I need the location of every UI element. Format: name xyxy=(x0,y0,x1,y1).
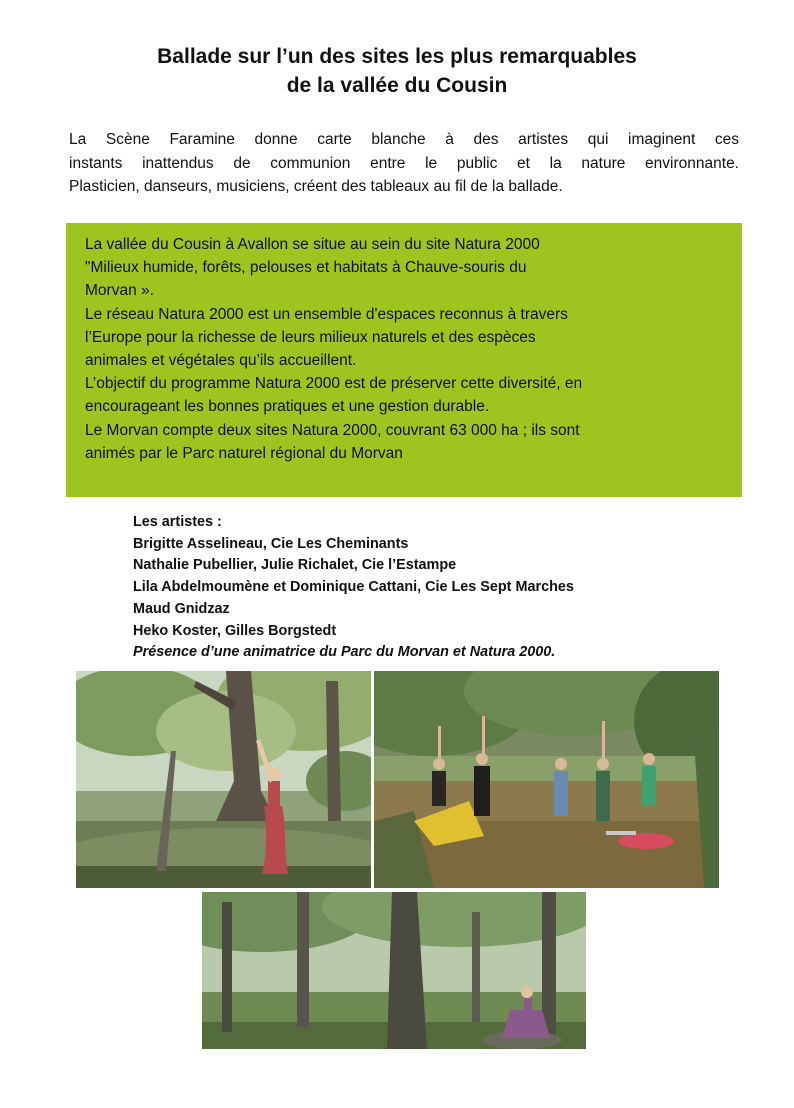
artists-list xyxy=(133,512,733,664)
photo-dancer-forest-image xyxy=(76,671,371,888)
artist-entry: Nathalie Pubellier, Julie Richalet, Cie l’Estampe xyxy=(133,557,457,574)
natura-line: L’objectif du programme Natura 2000 est de préserver cette diversité, en xyxy=(85,375,583,393)
natura-line: l’Europe pour la richesse de leurs milieux naturels et des espèces xyxy=(85,328,536,346)
artist-entry: Lila Abdelmoumène et Dominique Cattani, Cie Les Sept Marches xyxy=(133,579,574,596)
photo-dancer-forest xyxy=(76,671,371,888)
natura-line: encourageant les bonnes pratiques et une gestion durable. xyxy=(85,398,490,416)
intro-line-2: instants inattendus de communion entre le public et la nature environnante. xyxy=(69,154,739,172)
natura-line: "Milieux humide, forêts, pelouses et habitats à Chauve-souris du xyxy=(85,259,527,277)
photo-performers-river xyxy=(374,671,719,888)
photo-performers-river-image xyxy=(374,671,719,888)
artists-heading: Les artistes : xyxy=(133,514,222,530)
page-title xyxy=(40,42,754,100)
intro-line-3: Plasticien, danseurs, musiciens, créent des tableaux au fil de la ballade. xyxy=(69,178,563,195)
title-line-2: de la vallée du Cousin xyxy=(286,74,508,97)
natura-2000-box xyxy=(66,223,742,497)
artist-entry: Heko Koster, Gilles Borgstedt xyxy=(133,622,337,639)
artist-entry: Maud Gnidzaz xyxy=(133,600,230,617)
natura-line: Le Morvan compte deux sites Natura 2000, couvrant 63 000 ha ; ils sont xyxy=(85,421,580,439)
intro-line-1: La Scène Faramine donne carte blanche à des artistes qui imaginent ces xyxy=(69,131,739,148)
natura-line: animales et végétales qu’ils accueillent. xyxy=(85,352,357,370)
natura-line: animés par le Parc naturel régional du Morvan xyxy=(85,444,403,462)
artist-entry: Brigitte Asselineau, Cie Les Cheminants xyxy=(133,535,409,552)
photo-performer-clearing xyxy=(202,892,586,1049)
natura-line: La vallée du Cousin à Avallon se situe au sein du site Natura 2000 xyxy=(85,236,540,253)
photo-performer-clearing-image xyxy=(202,892,586,1049)
natura-line: Le réseau Natura 2000 est un ensemble d'espaces reconnus à travers xyxy=(85,305,568,323)
title-line-1: Ballade sur l’un des sites les plus remarquables xyxy=(157,45,637,68)
intro-paragraph xyxy=(69,128,739,199)
park-animator-note: Présence d’une animatrice du Parc du Morvan et Natura 2000. xyxy=(133,644,556,661)
natura-line: Morvan ». xyxy=(85,282,154,300)
